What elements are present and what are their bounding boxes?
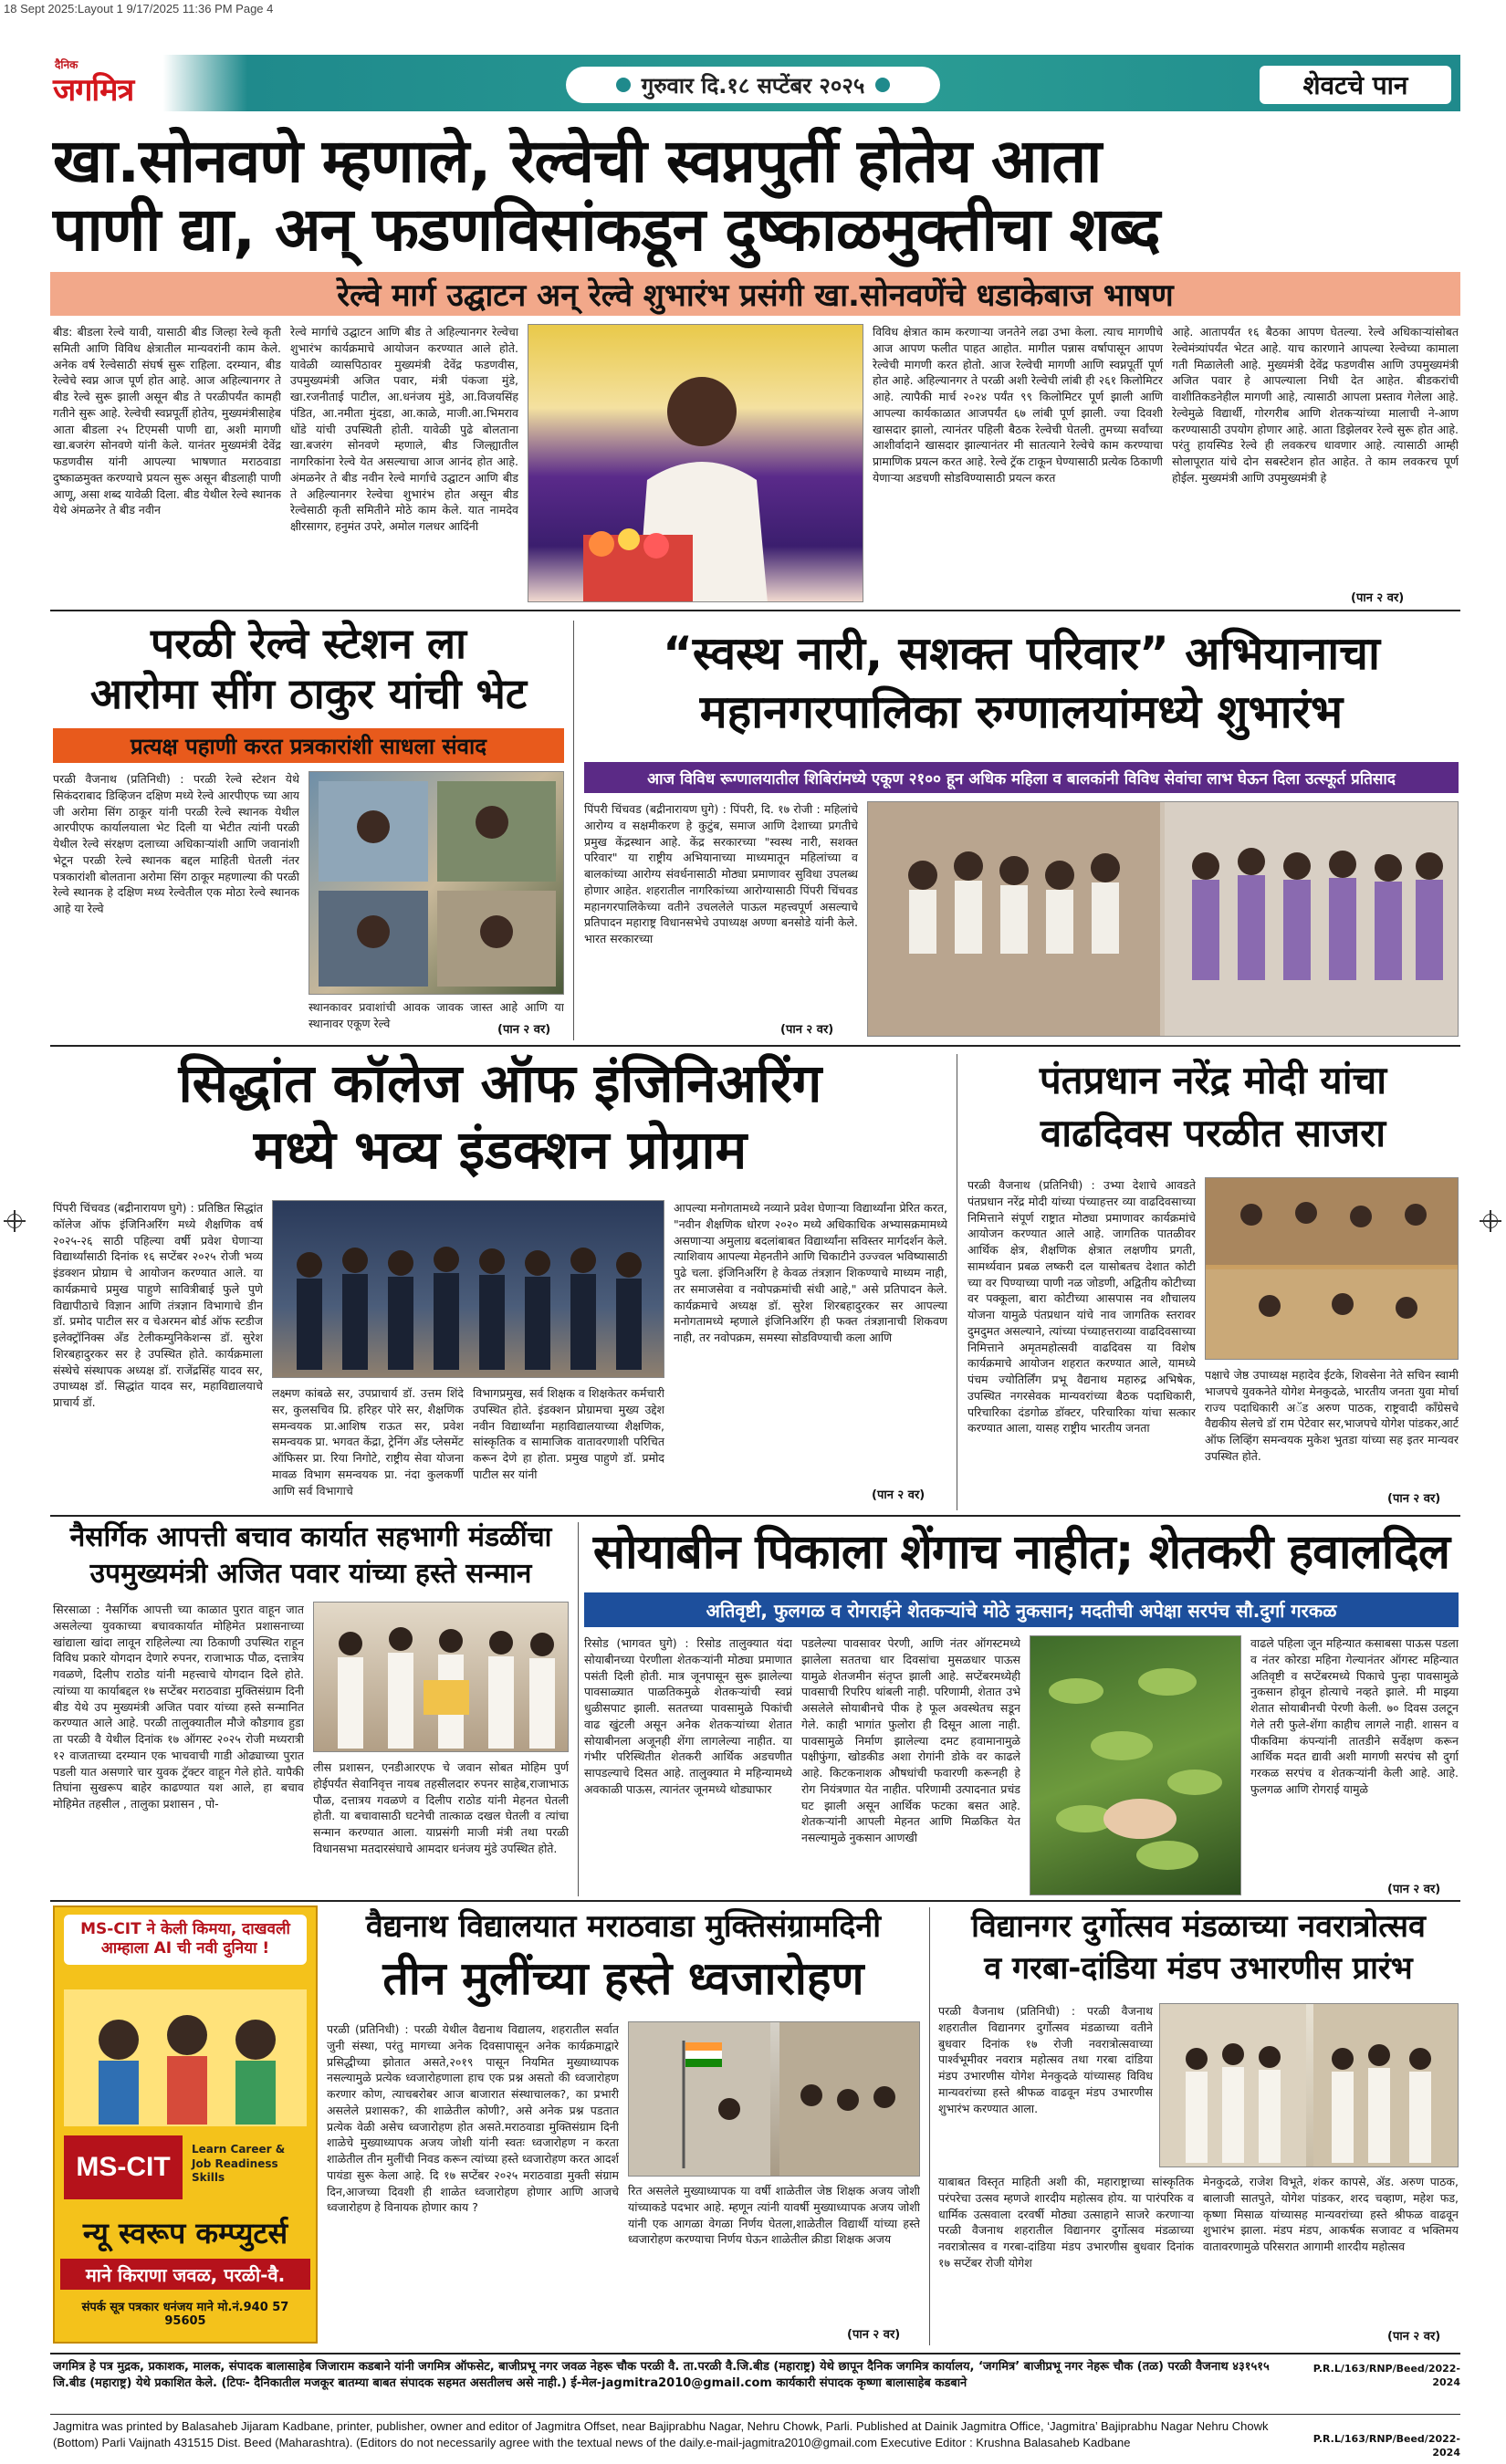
divider <box>50 610 1460 611</box>
ad-brand-sub: Learn Career & Job Readiness Skills <box>192 2143 286 2185</box>
story2-subhead: प्रत्यक्ष पहाणी करत प्रत्रकारांशी साधला संवाद <box>53 728 564 763</box>
story3-subhead: आज विविध रूग्णालयातील शिबिरांमध्ये एकूण २१०० हून अधिक महिला व बालकांनी विविध सेवांचा लाभ घेऊन दिला उत्स्फूर्त प्रतिसाद <box>584 762 1459 793</box>
ad-students-illustration <box>64 1989 307 2126</box>
felicitation-illustration <box>314 1603 569 1752</box>
divider <box>50 2353 1460 2354</box>
column-divider <box>578 1522 579 1896</box>
story4-photo-induction <box>272 1200 664 1378</box>
story3-continued: (पान २ वर) <box>780 1023 834 1037</box>
story3-headline-line2: महानगरपालिका रुग्णालयांमध्ये शुभारंभ <box>699 685 1344 738</box>
column-divider <box>929 1907 930 2345</box>
story2-body: परळी वैजनाथ (प्रतिनिधी) : परळी रेल्वे स्टेशन येथे सिकंदराबाद डिव्हिजन दक्षिण मध्ये रेल्वे आरपीएफ च्या आय जी अरोमा सिंग ठाकूर यांनी परळी रेल्वे स्थानक येथील आरपीएफ कार्यालयाला भेट दिली या भेटीत त्यांनी परळी येथील रेल्वे संरक्षण दलाच्या अधिकाऱ्यांशी आणि जवानांशी भेटून परळी रेल्वे स्थानक बद्दल माहिती घेतली नंतर पत्रकारांशी बोलताना अरोमा सिंग ठाकूर महणाल्या की परळी रेल्वे स्थानक हे दक्षिण मध्य रेल्वेतील एक मोठा रेल्वे स्थानक आहे या रेल्वे <box>53 772 299 915</box>
divider <box>50 1515 1460 1517</box>
story4-column-2: लक्ष्मण कांबळे सर, उपप्राचार्य डॉ. उत्तम शिंदे सर, कुलसचिव प्रि. हरिहर पोरे सर, शैक्षणिक समन्वयक प्रा.आशिष राऊत सर, प्रवेश समन्वयक प्रा. भगवत केंद्रा, ट्रेनिंग अँड प्लेसमेंट ऑफिसर प्रा. रिया निगोटे, राष्ट्रीय सेवा योजना मावळ विभाग समन्वयक प्रा. नंदा कुलकर्णी आणि सर्व विभागाचे <box>272 1386 464 1498</box>
story4-headline-line2: मध्ये भव्य इंडक्शन प्रोग्राम <box>253 1119 748 1181</box>
story1-headline-line2: पाणी द्या, अन् फडणविसांकडून दुष्काळमुक्तीचा शब्द <box>53 194 1160 265</box>
story9-body-tail: मेनकुदळे, राजेश विभूते, शंकर कापसे, ॲड. अरुण पाठक, बालाजी सातपुते, योगेश पांडकर, शरद चव्हाण, महेश फड, कृष्णा मिसाळ यांच्यासह मान्यवरांच्या हस्ते श्रीफळ वाढवून शुभारंभ झाला. मंडप मंडप, आकर्षक सजावट व भक्तिमय वातावरणामुळे परिसरात आगामी शारदीय महोत्सव <box>1203 2175 1459 2253</box>
print-slug: 18 Sept 2025:Layout 1 9/17/2025 11:36 PM Page 4 <box>4 2 274 16</box>
bullet-icon <box>616 78 631 92</box>
issue-date-text: गुरुवार दि.१८ सप्टेंबर २०२५ <box>641 72 865 99</box>
advertisement-mscit[interactable] <box>53 1905 318 2344</box>
newspaper-logo: जगमित्र <box>53 72 134 109</box>
story3-headline-line1: “स्वस्थ नारी, सशक्त परिवार” अभियानाचा <box>663 627 1380 680</box>
story8-continued: (पान २ वर) <box>847 2328 901 2342</box>
story2-body-tail: स्थानकावर प्रवाशांची आवक जावक जास्त आहे आणि या स्थानावर एकूण रेल्वे <box>309 1000 564 1030</box>
story9-body: परळी वैजनाथ (प्रतिनिधी) : परळी वैजनाथ शहरातील विद्यानगर दुर्गोत्सव मंडळाच्या वतीने बुधवार दिनांक १७ रोजी नवरात्रोत्सवाच्या पार्श्वभूमीवर नवरात्र महोत्सव तथा गरबा दांडिया मंडप उभारणीस योगेश मेनकुदळे यांच्यासह विविध मान्यवरांच्या हस्ते श्रीफळ वाढवून मंडप उभारणीस शुभारंभ करण्यात आला. <box>938 2004 1153 2115</box>
story9-continued: (पान २ वर) <box>1387 2330 1441 2344</box>
story6-body: सिरसाळा : नैसर्गिक आपत्ती च्या काळात पुरात वाहून जात असलेल्या युवकाच्या बचावकार्यात मोहिमेत प्रशासनाच्या खांद्याला खांदा लावून राहिलेल्या त्या ठिकाणी उपस्थित राहून विविध प्रकारे योगदान देणारे रुपनर, राजाभाऊ पौळ, दत्तात्रेय गवळणे, दिलीप राठोड यांनी महत्त्वाचे योगदान दिले होते. त्यांच्या या कार्याबद्दल १७ सप्टेंबर मराठवाडा मुक्तिसंग्राम दिनी बीड येथे उप मुख्यमंत्री अजित पवार यांच्या हस्ते सन्मानित करण्यात आले आहे. परळी तालुक्यातील मौजे कौडगाव हुडा ता परळी वै येथील दिनांक १७ ऑगस्ट २०२५ रोजी मध्यरात्री १२ वाजताच्या दरम्यान एक भाचवाची गाडी ओढ्याच्या पुरात पडली यात असणारे चार युवक ट्रॅक्टर वाहून गेले होते. यापैकी तिघांना सुखरूप बाहेर काढण्यात यश आले, हा बचाव मोहिमेत तहसील , तालुका प्रशासन , पो- <box>53 1603 304 1811</box>
story5-continued: (पान २ वर) <box>1387 1492 1441 1506</box>
imprint-english: Jagmitra was printed by Balasaheb Jijaram Kadbane, printer, publisher, owner and editor of Jagmitra Offset, near Bajiprabhu Nagar, Nehru Chowk, Parli. Published at Dainik Jagmitra Office, ‘Jagmitra’ Bajiprabhu Nagar Nehru Chowk (Bottom) Parli Vaijnath 431515 Dist. Beed (Maharashtra). (Editors do not necessarily agree with the textual news of the daily.e-mail-jagmitra2010@gmail.com Executive Editor : Krushna Balasaheb Kadbane <box>53 2419 1269 2450</box>
ad-address: माने किराणा जवळ, परळी-वै. <box>60 2259 310 2290</box>
story7-subhead: अतिवृष्टी, फुलगळ व रोगराईने शेतकऱ्यांचे मोठे नुकसान; मदतीची अपेक्षा सरपंच सौ.दुर्गा गरकळ <box>584 1592 1459 1627</box>
ad-shop-name: न्यू स्वरूप कम्प्युटर्स <box>82 2216 288 2250</box>
ad-contact[interactable]: संपर्क सूत्र पत्रकार धनंजय माने मो.नं.940 57 95605 <box>81 2301 289 2328</box>
issue-date <box>566 67 940 103</box>
story1-column-2: रेल्वे मार्गाचे उद्घाटन आणि बीड ते अहिल्यानगर रेल्वेचा शुभारंभ कार्यक्रमाचे आयोजन करण्यात आले होते. यावेळी व्यासपिठावर मुख्यमंत्री देवेंद्र फडणवीस, उपमुख्यमंत्री अजित पवार, मंत्री पंकजा मुंडे, खा.रजनीताई पाटील, आ.धनंजय मुंडे, आ.विजयसिंह पंडित, आ.नमीता मुंदडा, आ.काळे, माजी.आ.भिमराव धोंडे यांची उपस्थिती होती. यावेळी पुढे बोलताना खा.बजरंग सोनवणे म्हणाले, बीड जिल्ह्यातील नागरिकांना रेल्वे येत असल्याचा आज आनंद होत आहे. अंमळनेर ते बीड नवीन रेल्वे मार्गाचे उद्घाटन आणि बीड ते अहिल्यानगर रेल्वेचा शुभारंभ होत असून बीड रेल्वेसाठी कृती समितीने मोठे काम केले. यात नामदेव क्षीरसागर, हनुमंत उपरे, अमोल गलधर आदिंनी <box>290 325 518 533</box>
registration-mark-left <box>7 1214 22 1228</box>
story6-body-tail: लीस प्रशासन, एनडीआरएफ चे जवान सोबत मोहिम पुर्ण होईपर्यंत सेवानिवृत्त नायब तहसीलदार रुपनर साहेब,राजाभाऊ पौळ, दत्तात्रय गवळणे व दिलीप राठोड यांनी मेहनत घेतली होती. या बचावासाठी घटनेची तात्काळ दखल घेतली व त्यांचा सन्मान करण्यात आला. याप्रसंगी माजी मंत्री तथा परळी विधानसभा मतदारसंघाचे आमदार धनंजय मुंडे उपस्थित होते. <box>313 1760 569 1855</box>
column-divider <box>573 621 574 1040</box>
story4-column-4: आपल्या मनोगतामध्ये नव्याने प्रवेश घेणाऱ्या विद्यार्थ्यांना प्रेरित करत, "नवीन शैक्षणिक धोरण २०२० मध्ये अधिकाधिक अभ्यासक्रमामध्ये असणाऱ्या अमुलाग्र बदलांबाबत विद्यार्थ्यांना सविस्तर मार्गदर्शन केले. त्याशिवाय आपल्या मेहनतीने आणि चिकाटीने उज्ज्वल भविष्यासाठी पुढे चला. इंजिनिअरिंग हे केवळ तंत्रज्ञान शिकण्याचे माध्यम नाही, तर समाजसेवा व नवोपक्रमांची संधी आहे," असे प्रतिपादन केले. कार्यक्रमाचे अध्यक्ष डॉ. सुरेश शिरबहादुरकर सर आपल्या मनोगतामध्ये म्हणाले इंजिनिअरिंग ही फक्त तंत्रज्ञानाची शिकवण नाही, तर नवोपक्रम, समस्या सोडविण्याची कला आणि <box>674 1201 947 1344</box>
story7-column-2: पडलेल्या पावसावर पेरणी, आणि नंतर ऑगस्टमध्ये झालेला सततचा धार दिवसांचा मुसळधार पाऊस यामुळे शेतजमीन संतृप्त झाली आहे. सप्टेंबरमध्येही पावसाची रिपरिप थांबली नाही. परिणामी, शेतात उभे असलेले सोयाबीनचे पीक हे फूल अवस्थेतच सडून गेले. काही भागांत फुलोरा ही दिसून आला नाही. पावसामुळे निर्माण झालेल्या दमट हवामानामुळे पक्षीफुंगा, खोडकीड अशा रोगांनी डोके वर काढले आहे. किटकनाशक औषधांची फवारणी करूनही हे रोग नियंत्रणात येत नाहीत. परिणामी उत्पादनात प्रचंड घट झाली असून आर्थिक फटका बसत आहे. शेतकऱ्यांनी आपली मेहनत आणि मिळकित येत नसल्यामुळे नुकसान आणखी <box>801 1636 1020 1844</box>
story8-body: परळी (प्रतिनिधी) : परळी येथील वैद्यनाथ विद्यालय, शहरातील सर्वात जुनी संस्था, परंतु मागच्या अनेक दिवसापासून अनेक कार्यक्रमाद्वारे प्रसिद्धीच्या झोतात असते,२०१९ पासून नियमित मुख्याध्यापक नसल्यामुळे प्रत्येक ध्वजारोहणाला हाच एक प्रश्न असतो की ध्वजारोहण करणार कोण, त्याचबरोबर आज बाजारात संस्थाचालक?, का प्रभारी असलेले प्रशासक?, की शाळेतील कोणी?, असे अनेक प्रश्न पडतात प्रत्येक वेळी असेच ध्वजारोहण होत असते.मराठवाडा मुक्तिसंग्राम दिनी शाळेचे मुख्याध्यापक अजय जोशी यांनी स्वतः ध्वजारोहण न करता शाळेतील तीन मुलींची निवड करून त्यांच्या हस्ते ध्वजारोहण करत आदर्श पायंडा सुरू केला आहे. दि १७ सप्टेंबर २०२५ मराठवाडा मुक्ती संग्राम दिन,आजच्या दिवशी ही शाळेत ध्वजारोहण होणार आणि आजचे ध्वजारोहण हे विनायक होणार काय ? <box>327 2022 619 2215</box>
temple-ritual-illustration <box>1206 1178 1459 1360</box>
imprint-marathi: जगमित्र हे पत्र मुद्रक, प्रकाशक, मालक, संपादक बालासाहेब जिजाराम कडबाने यांनी जगमित्र ऑफसेट, बाजीप्रभू नगर जवळ नेहरू चौक परळी वै. ता.परळी वै.जि.बीड (महाराष्ट्र) येथे छापून दैनिक जगमित्र कार्यालय, ‘जगमित्र’ बाजीप्रभू नगर नेहरू चौक (तळ) परळी वैजनाथ ४३१५१५ जि.बीड (महाराष्ट्र) येथे प्रकाशित केले. (टिपः- दैनिकातील मजकूर बातम्या बाबत संपादक सहमत असतीलच असे नाही.) ई-मेल-jagmitra2010@gmail.com कार्यकारी संपादक कृष्णा बालासाहेब कडबाने <box>53 2360 1270 2391</box>
story3-photo-collage <box>867 801 1459 1037</box>
story8-photo-flag-hoisting <box>628 2021 920 2177</box>
story1-headline-line1: खा.सोनवणे म्हणाले, रेल्वेची स्वप्नपुर्ती होतेय आता <box>53 126 1102 196</box>
station-visit-illustration <box>309 772 564 995</box>
registration-number: P.R.L/163/RNP/Beed/2022-2024 <box>1313 2363 1460 2389</box>
story1-subhead: रेल्वे मार्ग उद्घाटन अन् रेल्वे शुभारंभ प्रसंगी खा.सोनवणेंचे धडाकेबाज भाषण <box>50 272 1460 316</box>
story9-photo-mandap <box>1159 2003 1459 2167</box>
story2-continued: (पान २ वर) <box>497 1023 551 1037</box>
story4-headline-line1: सिद्धांत कॉलेज ऑफ इंजिनिअरिंग <box>178 1052 822 1114</box>
registration-number-english: P.R.L/163/RNP/Beed/2022-2024 <box>1313 2433 1460 2459</box>
speaker-illustration <box>528 325 863 602</box>
story7-continued: (पान २ वर) <box>1387 1883 1441 1896</box>
story7-photo-soybean <box>1030 1635 1241 1895</box>
story4-column-3: विभागप्रमुख, सर्व शिक्षक व शिक्षकेतर कर्मचारी उपस्थित होते. इंडक्शन प्रोग्रामचा मुख्य उद्देश नवीन विद्यार्थ्यांना महाविद्यालयाच्या शैक्षणिक, सांस्कृतिक व सामाजिक वातावरणाशी परिचित करून देणे हा होता. प्रमुख पाहुणे डॉ. प्रमोद पाटील सर यांनी <box>473 1386 664 1481</box>
story7-column-4: वाढले पहिला जून महिन्यात कसाबसा पाऊस पडला व नंतर कोरडा महिना गेल्यानंतर ऑगस्ट महिन्यात अतिवृष्टी व सप्टेंबरमध्ये पिकाचे पुन्हा पावसामुळे नुकसान होवून होत्याचे नव्हते झाले. मी माझ्या शेतात सोयाबीनची पेरणी केली. ७० दिवस उलटून गेले तरी फुले-शेंगा काहीच लागले नाही. शासन व पीकविमा कंपन्यांनी तातडीने सर्वेक्षण करून आर्थिक मदत द्यावी अशी मागणी सरपंच सौ दुर्गा गरकळ सरपंच व शेतकऱ्यांनी केली आहे. आहे. फुलगळ आणि रोगराई यामुळे <box>1250 1636 1459 1796</box>
story9-headline-line1: विद्यानगर दुर्गोत्सव मंडळाच्या नवरात्रोत्सव <box>971 1908 1426 1945</box>
flag-hoisting-illustration <box>629 2022 920 2177</box>
story6-headline-line1: नैसर्गिक आपत्ती बचाव कार्यात सहभागी मंडळींचा <box>69 1521 552 1553</box>
story7-headline: सोयाबीन पिकाला शेंगाच नाहीत; शेतकरी हवालदिल <box>592 1525 1450 1580</box>
story2-headline-line2: आरोमा सींग ठाकुर यांची भेट <box>89 669 528 718</box>
story5-body: परळी वैजनाथ (प्रतिनिधी) : उभ्या देशाचे आवडते पंतप्रधान नरेंद्र मोदी यांच्या पंच्याहत्तर व्या वाढदिवसाच्या निमित्ताने संपूर्ण राष्ट्रात मोठ्या प्रमाणावर कार्यक्रमांचे आयोजन करण्यात आले आहे. जागतिक पातळीवर आर्थिक क्षेत्र, शैक्षणिक क्षेत्रात लक्षणीय प्रगती, सामर्थ्यवान प्रबळ लष्करी दल यासोबतच देशात कोटी च्या वर पिण्याच्या पाणी नळ जोडणी, अद्वितीय कोटीच्या वर पक्कूला, बारा कोटीच्या आसपास नव शौचालय योजना यामुळे पंतप्रधान यांचे नाव जागतिक स्तरावर दुमदुमत असल्याने, त्यांच्या पंच्याहत्तराव्या वाढदिवसाच्या निमित्ताने अमृतमहोत्सवी वाढदिवस या विशेष कार्यक्रमाचे आयोजन शहरात करण्यात आले, यामध्ये पंचम ज्योतिर्लिंग प्रभू वैद्यनाथ महारुद्र अभिषेक, उपस्थित नगरसेवक मान्यवरांच्या बैठक पदाधिकारी, परिचारिका दंडगोळ डॉक्टर, परिचारिका यांचा सत्कार करण्यात आला, यासह राष्ट्रीय भारतीय जनता <box>967 1178 1196 1436</box>
registration-mark-right <box>1483 1214 1498 1228</box>
story1-column-4: आहे. आतापर्यंत १६ बैठका आपण घेतल्या. रेल्वे अधिकाऱ्यांसोबत रेल्वेमंत्र्यांपर्यंत भेटत आहे. याच कारणाने आपल्या रेल्वेच्या कामाला गती मिळालेली आहे. मुख्यमंत्री देवेंद्र फडणवीस आणि उपमुख्यमंत्री अजित पवार हे आपल्याला निधी देत आहेत. बीडकरांची वाशीतिकडनेहील मागणी आहे, त्यासाठी आपला प्रस्ताव गेलेला आहे. रेल्वेमुळे विद्यार्थी, गोरगरीब आणि शेतकऱ्यांच्या मालाची ने-आण करण्यासाठी उपयोग होणार आहे. आता डिझेलवर रेल्वे सुरू होत आहे. परंतु हायस्पिड रेल्वे ही लवकरच धावणार आहे. त्यासाठी आम्ही सोलापूरात यांचे दोन सबस्टेशन होत आहेत. ते काम लवकरच पूर्ण होईल. मुख्यमंत्री आणि उपमुख्यमंत्री हे <box>1172 325 1459 485</box>
divider <box>50 2414 1460 2415</box>
ad-brand: MS-CIT <box>64 2135 183 2199</box>
story2-headline-line1: परळी रेल्वे स्टेशन ला <box>151 619 466 668</box>
story8-headline-line1: वैद्यनाथ विद्यालयात मराठवाडा मुक्तिसंग्रामदिनी <box>365 1908 882 1945</box>
story5-headline-line1: पंतप्रधान नरेंद्र मोदी यांचा <box>1039 1058 1387 1102</box>
story5-photo-abhishek <box>1205 1177 1459 1360</box>
page-label: शेवटचे पान <box>1260 66 1451 104</box>
story4-column-1: पिंपरी चिंचवड (बद्रीनारायण घुगे) : प्रतिष्ठित सिद्धांत कॉलेज ऑफ इंजिनिअरिंग मध्ये शैक्षणिक वर्ष २०२५-२६ साठी पहिल्या वर्षी प्रवेश घेणाऱ्या विद्यार्थ्यांसाठी दिनांक १६ सप्टेंबर २०२५ रोजी भव्य इंडक्शन प्रोग्राम चे आयोजन करण्यात आले. या कार्यक्रमाचे प्रमुख पाहुणे सावित्रीबाई फुले पुणे विद्यापीठाचे विज्ञान आणि तंत्रज्ञान विभागाचे डीन डॉ. प्रमोद पाटील सर व चेअरमन बोर्ड ऑफ स्टडीज इलेक्ट्रॉनिक्स अँड टेलीकम्युनिकेशन्स डॉ. सुरेश शिरबहादुरकर सर हे उपस्थित होते. कार्यक्रमाला संस्थेचे संस्थापक अध्यक्ष डॉ. राजेंद्रसिंह यादव सर, उपाध्यक्ष डॉ. सिद्धांत यादव सर, महाविद्यालयाचे प्राचार्य डॉ. <box>53 1201 263 1409</box>
story4-continued: (पान २ वर) <box>872 1488 926 1502</box>
story9-body-middle: याबाबत विस्तृत माहिती अशी की, महाराष्ट्राच्या सांस्कृतिक परंपरेचा उत्सव म्हणजे शारदीय महोत्सव होय. या पारंपरिक व धार्मिक उत्सवाला दरवर्षी मोठ्या उत्साहाने साजरे करणाऱ्या परळी वैजनाथ शहरातील विद्यानगर दुर्गोत्सव मंडळाच्या नवरात्रोत्सव व गरबा-दांडिया मंडप उभारणीस बुधवार दिनांक १७ सप्टेंबर रोजी योगेश <box>938 2175 1194 2270</box>
induction-group-illustration <box>273 1201 664 1378</box>
story7-column-1: रिसोड (भागवत घुगे) : रिसोड तालुक्यात यंदा सोयाबीनच्या पेरणीला शेतकऱ्यांनी मोठ्या प्रमाणात पसंती दिली होती. मात्र जूनपासून सुरू झालेल्या पावसाळ्यात पाळतिकमुळे शेतकऱ्यांची स्वप्नं धुळीसपाट झाली. सततच्या पावसामुळे पिकांची वाढ खुंटली असून अनेक शेतकऱ्यांच्या शेतात सोयाबीनला अजूनही शेंगा लागलेल्या नाहीत. या गंभीर परिस्थितीत शेतकरी आर्थिक अडचणीत सापडल्याचे दिसत आहे. तालुक्यात मे महिन्यामध्ये अवकाळी पाऊस, त्यानंतर जूनमध्ये थोड्याफार <box>584 1636 792 1796</box>
soybean-crop-illustration <box>1030 1636 1241 1895</box>
story9-headline-line2: व गरबा-दांडिया मंडप उभारणीस प्रारंभ <box>984 1950 1413 1987</box>
story6-headline-line2: उपमुख्यमंत्री अजित पवार यांच्या हस्ते सन्मान <box>89 1558 532 1590</box>
mandap-ceremony-illustration <box>1160 2004 1459 2167</box>
story1-photo-speaker <box>528 324 863 602</box>
ad-headline: MS-CIT ने केली किमया, दाखवली आम्हाला AI ची नवी दुनिया ! <box>64 1915 307 1965</box>
logo-tagline: दैनिक <box>55 58 78 71</box>
story8-headline-line2: तीन मुलींच्या हस्ते ध्वजारोहण <box>382 1952 864 2005</box>
story3-body: पिंपरी चिंचवड (बद्रीनारायण घुगे) : पिंपरी, दि. १७ रोजी : महिलांचे आरोग्य व सक्षमीकरण हे कुटुंब, समाज आणि देशाच्या प्रगतीचे प्रमुख केंद्रस्थान आहे. केंद्र सरकारच्या "स्वस्थ नारी, सशक्त परिवार" या राष्ट्रीय अभियानाच्या माध्यमातून महिलांच्या व बालकांच्या आरोग्य संवर्धनासाठी मोठ्या प्रमाणावर सुविधा उपलब्ध होणार आहेत. शहरातील नागरिकांच्या आरोग्यासाठी पिंपरी चिंचवड महानगरपालिकेच्या वतीने उचललेले पाऊल महत्त्वपूर्ण असल्याचे प्रतिपादन महाराष्ट्र विधानसभेचे उपाध्यक्ष अण्णा बनसोडे यांनी केले. भारत सरकारच्या <box>584 802 858 945</box>
divider <box>50 1900 1460 1902</box>
story5-headline-line2: वाढदिवस परळीत साजरा <box>1040 1111 1386 1155</box>
story1-column-3: विविध क्षेत्रात काम करणाऱ्या जनतेने लढा उभा केला. त्याच मागणीचे आज आपण फलीत पाहत आहोत. मागील पन्नास वर्षापासून आपण रेल्वेची मागणी करत होतो. आज रेल्वेची मागणी आणि स्वप्नपूर्ती पूर्ण होत आहे. अहिल्यानगर ते परळी अशी रेल्वेची लांबी ही २६१ किलोमिटर आहे. त्यापैकी मार्च २०२४ पर्यंत ९९ किलोमिटर पूर्ण झाली आणि आपल्या कार्यकाळात आजपर्यंत ६७ लांबी पूर्ण झाली. ज्या दिवशी खासदार झालो, त्यानंतर पहिली बैठक रेल्वेची घेतली. तुमच्या सर्वांच्या आशीर्वादाने खासदार झाल्यानंतर मी सातत्याने रेल्वेचे काम करण्याचा प्रामाणिक प्रयत्न करत आहे. रेल्वे ट्रॅक टाकून घेण्यासाठी प्रत्येक ठिकाणी येणाऱ्या अडचणी सोडविण्यासाठी प्रयत्न करत <box>873 325 1163 485</box>
divider <box>50 1045 1460 1047</box>
story1-column-1: बीड: बीडला रेल्वे यावी, यासाठी बीड जिल्हा रेल्वे कृती समिती आणि विविध क्षेत्रातील मान्यवरांनी काम केले. अनेक वर्ष रेल्वेसाठी संघर्ष सुरू राहिला. दरम्यान, बीड रेल्वेचे स्वप्न आज पूर्ण होत आहे. आज अहिल्यानगर ते बीड रेल्वे सुरू झाली असून बीड ते परळीपर्यंत कामही गतीने सुरू आहे. रेल्वेची स्वप्नपूर्ती होतेय, मुख्यमंत्रीसाहेब आता बीडला २५ टिएमसी पाणी द्या, अशी मागणी खा.बजरंग सोनवणे यांनी केले. यानंतर मुख्यमंत्री देवेंद्र फडणवीस यांनी आपल्या भाषणात मराठवाडा दुष्काळमुक्त करण्याचे प्रयत्न सुरू असून बीडलाही पाणी आणू, असा शब्द यावेळी दिला. बीड येथील रेल्वे स्थानक येथे अंमळनेर ते बीड नवीन <box>53 325 281 517</box>
bullet-icon <box>875 78 890 92</box>
story5-body-tail: पक्षाचे जेष्ठ उपाध्यक्ष महादेव ईटके, शिवसेना नेते सचिन स्वामी भाजपचे युवकनेते योगेश मेनकुदळे, भारतीय जनता युवा मोर्चा राज्य पदाधिकारी अॅड अरुण पाठक, राष्ट्रवादी कॉंग्रेसचे वैद्यकीय सेलचे डॉ राम पेटेवार सर,भाजपचे योगेश पांडकर,आर्ट ऑफ लिव्हिंग समन्वयक मुकेश भुतडा यांच्या सह इतर मान्यवर उपस्थित होते. <box>1205 1368 1459 1463</box>
story1-continued: (पान २ वर) <box>1351 591 1405 605</box>
story8-body-tail: रित असलेले मुख्याध्यापक या वर्षी शाळेतील जेष्ठ शिक्षक अजय जोशी यांच्याकडे पदभार आहे. म्हणून त्यांनी यावर्षी मुख्याध्यापक अजय जोशी यांनी एक आगळा वेगळा निर्णय घेतला,शाळेतील विद्यार्थी यांच्या हस्ते ध्वजारोहण करण्याचा निर्णय घेऊन शाळेतील क्रीडा शिक्षक अजय <box>628 2184 920 2247</box>
story6-photo-felicitation <box>313 1602 569 1752</box>
health-campaign-illustration <box>868 802 1459 1037</box>
story2-photo-station-visit <box>309 771 564 995</box>
